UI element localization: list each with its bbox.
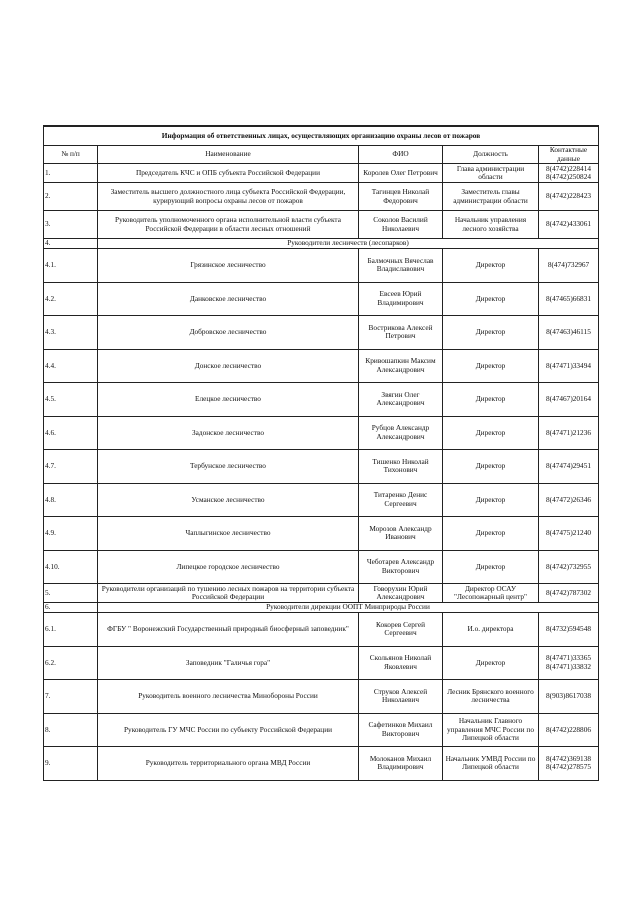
- document-page: [43, 125, 598, 781]
- row-position: Директор: [443, 450, 539, 484]
- row-phone: 8(474)732967: [539, 249, 599, 283]
- table-row: [44, 164, 599, 183]
- row-number: 4.3.: [44, 316, 98, 350]
- row-name: Тербунское лесничество: [98, 450, 359, 484]
- row-fio: Морозов Александр Иванович: [359, 517, 443, 551]
- section-row: [44, 603, 599, 613]
- row-name: Заповедник "Галичья гора": [98, 646, 359, 680]
- row-fio: Кривошапкин Максим Александрович: [359, 349, 443, 383]
- row-number: 1.: [44, 164, 98, 183]
- responsible-persons-table: [43, 125, 599, 781]
- row-name: Усманское лесничество: [98, 483, 359, 517]
- row-fio: Соколов Василий Николаевич: [359, 211, 443, 239]
- row-phone: 8(47465)66831: [539, 282, 599, 316]
- row-number: 4.8.: [44, 483, 98, 517]
- table-row: [44, 450, 599, 484]
- row-number: 4.2.: [44, 282, 98, 316]
- row-name: Руководители организаций по тушению лесных пожаров на территории субъекта Российской Федерации: [98, 584, 359, 603]
- row-name: Руководитель военного лесничества Минобороны России: [98, 680, 359, 714]
- row-number: 4.4.: [44, 349, 98, 383]
- row-phone: 8(4742)228414 8(4742)250824: [539, 164, 599, 183]
- table-row: [44, 680, 599, 714]
- table-row: [44, 550, 599, 584]
- row-number: 9.: [44, 747, 98, 781]
- row-name: Елецкое лесничество: [98, 383, 359, 417]
- row-name: Руководитель территориального органа МВД России: [98, 747, 359, 781]
- header-fio: ФИО: [359, 146, 443, 164]
- row-number: 2.: [44, 183, 98, 211]
- row-fio: Тагинцев Николай Федорович: [359, 183, 443, 211]
- row-fio: Сафетинков Михаил Викторович: [359, 713, 443, 747]
- row-phone: 8(903)8617038: [539, 680, 599, 714]
- row-position: Заместитель главы администрации области: [443, 183, 539, 211]
- row-fio: Говорухин Юрий Александрович: [359, 584, 443, 603]
- row-number: 3.: [44, 211, 98, 239]
- header-number: № п/п: [44, 146, 98, 164]
- row-phone: 8(4742)369138 8(4742)278575: [539, 747, 599, 781]
- table-row: [44, 416, 599, 450]
- table-row: [44, 383, 599, 417]
- row-name: Грязинское лесничество: [98, 249, 359, 283]
- row-fio: Вострикова Алексей Петрович: [359, 316, 443, 350]
- table-row: [44, 249, 599, 283]
- row-position: Директор ОСАУ "Лесопожарный центр": [443, 584, 539, 603]
- row-position: Глава администрации области: [443, 164, 539, 183]
- table-row: [44, 646, 599, 680]
- row-phone: 8(47471)21236: [539, 416, 599, 450]
- table-row: [44, 282, 599, 316]
- row-number: 8.: [44, 713, 98, 747]
- row-number: 4.5.: [44, 383, 98, 417]
- row-number: 4.: [44, 239, 98, 249]
- table-row: [44, 211, 599, 239]
- table-title: Информация об ответственных лицах, осуществляющих организацию охраны лесов от пожаров: [44, 126, 599, 146]
- row-number: 6.2.: [44, 646, 98, 680]
- row-fio: Чеботарев Александр Викторович: [359, 550, 443, 584]
- row-number: 4.7.: [44, 450, 98, 484]
- section-row: [44, 239, 599, 249]
- row-number: 4.1.: [44, 249, 98, 283]
- row-number: 4.10.: [44, 550, 98, 584]
- row-fio: Струков Алексей Николаевич: [359, 680, 443, 714]
- row-fio: Титаренко Денис Сергеевич: [359, 483, 443, 517]
- row-position: Начальник управления лесного хозяйства: [443, 211, 539, 239]
- row-name: Добровское лесничество: [98, 316, 359, 350]
- row-phone: 8(47474)29451: [539, 450, 599, 484]
- row-fio: Балмочных Вячеслав Владиславович: [359, 249, 443, 283]
- row-position: И.о. директора: [443, 613, 539, 647]
- row-fio: Рубцов Александр Александрович: [359, 416, 443, 450]
- row-position: Директор: [443, 383, 539, 417]
- table-row: [44, 517, 599, 551]
- row-name: Донское лесничество: [98, 349, 359, 383]
- row-number: 7.: [44, 680, 98, 714]
- table-row: [44, 483, 599, 517]
- row-phone: 8(4742)228423: [539, 183, 599, 211]
- section-title: Руководители лесничеств (лесопарков): [98, 239, 599, 249]
- row-phone: 8(47471)33365 8(47471)33832: [539, 646, 599, 680]
- row-fio: Скольянов Николай Яковлевич: [359, 646, 443, 680]
- table-row: [44, 713, 599, 747]
- row-position: Лесник Брянского военного лесничества: [443, 680, 539, 714]
- row-position: Директор: [443, 646, 539, 680]
- row-phone: 8(4742)433061: [539, 211, 599, 239]
- row-phone: 8(4742)732955: [539, 550, 599, 584]
- row-number: 6.: [44, 603, 98, 613]
- row-phone: 8(4742)228806: [539, 713, 599, 747]
- row-position: Директор: [443, 282, 539, 316]
- table-row: [44, 747, 599, 781]
- row-number: 4.9.: [44, 517, 98, 551]
- table-row: [44, 316, 599, 350]
- row-phone: 8(4732)594548: [539, 613, 599, 647]
- row-position: Директор: [443, 483, 539, 517]
- table-row: [44, 349, 599, 383]
- header-name: Наименование: [98, 146, 359, 164]
- row-name: Руководитель ГУ МЧС России по субъекту Российской Федерации: [98, 713, 359, 747]
- table-row: [44, 613, 599, 647]
- row-fio: Кокорев Сергей Сергеевич: [359, 613, 443, 647]
- row-position: Директор: [443, 316, 539, 350]
- section-title: Руководители дирекции ООПТ Минприроды России: [98, 603, 599, 613]
- row-name: Липецкое городское лесничество: [98, 550, 359, 584]
- row-name: Заместитель высшего должностного лица субъекта Российской Федерации, курирующий вопросы охраны лесов от пожаров: [98, 183, 359, 211]
- row-name: Задонское лесничество: [98, 416, 359, 450]
- row-position: Директор: [443, 416, 539, 450]
- row-fio: Молоканов Михаил Владимирович: [359, 747, 443, 781]
- row-number: 5.: [44, 584, 98, 603]
- row-fio: Королев Олег Петрович: [359, 164, 443, 183]
- row-number: 6.1.: [44, 613, 98, 647]
- row-fio: Тишенко Николай Тихонович: [359, 450, 443, 484]
- row-phone: 8(4742)787302: [539, 584, 599, 603]
- row-phone: 8(47467)20164: [539, 383, 599, 417]
- row-name: Чаплыгинское лесничество: [98, 517, 359, 551]
- row-fio: Евсеев Юрий Владимирович: [359, 282, 443, 316]
- header-contacts: Контактные данные: [539, 146, 599, 164]
- table-row: [44, 183, 599, 211]
- table-row: [44, 584, 599, 603]
- row-position: Директор: [443, 249, 539, 283]
- row-fio: Звягин Олег Александрович: [359, 383, 443, 417]
- row-position: Директор: [443, 349, 539, 383]
- row-position: Начальник Главного управления МЧС России по Липецкой области: [443, 713, 539, 747]
- row-name: Председатель КЧС и ОПБ субъекта Российской Федерации: [98, 164, 359, 183]
- row-phone: 8(47463)46115: [539, 316, 599, 350]
- row-name: ФГБУ " Воронежский Государственный природный биосферный заповедник": [98, 613, 359, 647]
- row-position: Начальник УМВД России по Липецкой области: [443, 747, 539, 781]
- row-name: Руководитель уполномоченного органа исполнительной власти субъекта Российской Федерации в области лесных отношений: [98, 211, 359, 239]
- row-name: Данковское лесничество: [98, 282, 359, 316]
- header-position: Должность: [443, 146, 539, 164]
- row-number: 4.6.: [44, 416, 98, 450]
- row-position: Директор: [443, 517, 539, 551]
- row-phone: 8(47472)26346: [539, 483, 599, 517]
- row-position: Директор: [443, 550, 539, 584]
- row-phone: 8(47475)21240: [539, 517, 599, 551]
- row-phone: 8(47471)33494: [539, 349, 599, 383]
